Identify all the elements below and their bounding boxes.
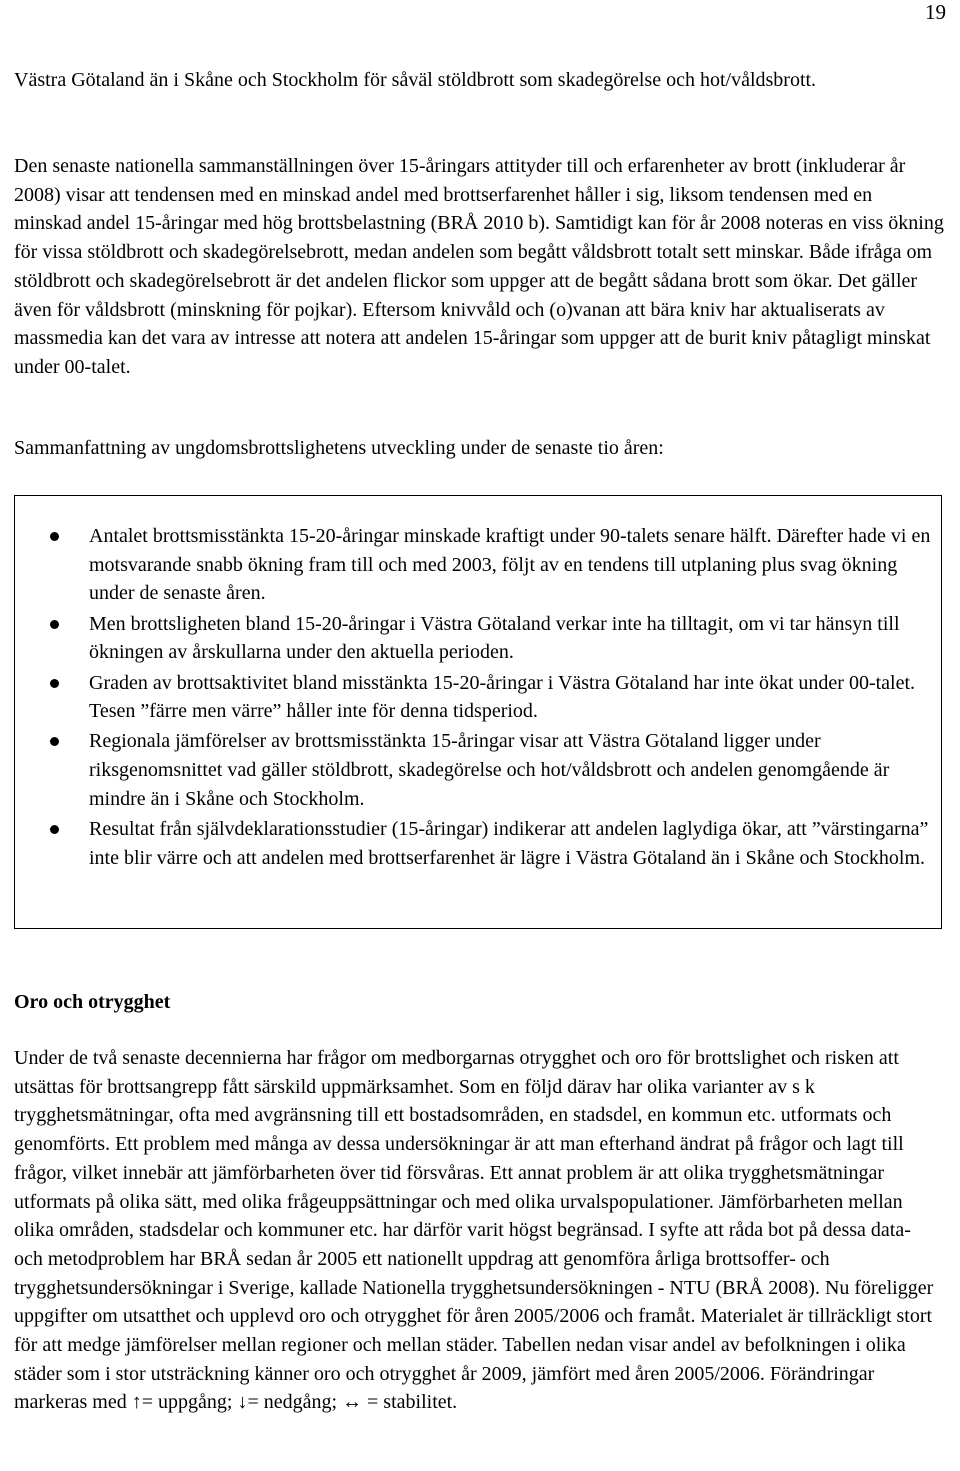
- summary-bullet: [15, 727, 941, 813]
- paragraph-intro: Västra Götaland än i Skåne och Stockholm för såväl stöldbrott som skadegörelse och hot/våldsbrott.: [14, 69, 817, 91]
- summary-bullet-text: Resultat från självdeklarationsstudier (15-åringar) indikerar att andelen laglydiga ökar, att ”värstingarna” inte blir värre och att andelen med brottserfarenhet är lägre i Västra Götaland än i Skåne och Stockholm.: [89, 818, 929, 869]
- section-heading: Oro och otrygghet: [14, 991, 171, 1013]
- summary-bullet-text: Men brottsligheten bland 15-20-åringar i Västra Götaland verkar inte ha tilltagit, om vi tar hänsyn till ökningen av årskullarna under den aktuella perioden.: [89, 612, 900, 664]
- bullet-icon: [50, 825, 59, 834]
- summary-bullet: [15, 669, 941, 726]
- summary-bullet: [15, 815, 941, 872]
- bullet-icon: [50, 532, 59, 541]
- summary-bullet-text: Graden av brottsaktivitet bland misstänkta 15-20-åringar i Västra Götaland har inte ökat under 00-talet. Tesen ”färre men värre” håller inte för denna tidsperiod.: [89, 671, 916, 723]
- paragraph-national-survey: Den senaste nationella sammanställningen över 15-åringars attityder till och erfarenheter av brott (inkluderar år 2008) visar att tendensen med en minskad andel med brottserfarenhet håller i sig, liksom tendensen med en minskad andel 15-åringar med hög brottsbelastning (BRÅ 2010 b). Samtidigt kan för år 2008 noteras en viss ökning för vissa stöldbrott och skadegörelsebrott, medan andelen som begått våldsbrott totalt sett minskar. Både ifråga om stöldbrott och skadegörelsebrott är det andelen flickor som uppger att de begått sådana brott som ökar. Det gäller även för våldsbrott (minskning för pojkar). Eftersom knivvåld och (o)vanan att bära kniv har aktualiserats av massmedia kan det vara av intresse att notera att andelen 15-åringar som uppger att de burit kniv påtagligt minskat under 00-talet.: [14, 155, 944, 378]
- summary-bullet-list: [15, 522, 941, 874]
- summary-heading: Sammanfattning av ungdomsbrottslighetens utveckling under de senaste tio åren:: [14, 437, 664, 459]
- summary-bullet-text: Antalet brottsmisstänkta 15-20-åringar minskade kraftigt under 90-talets senare hälft. Därefter hade vi en motsvarande snabb ökning fram till och med 2003, följt av en tendens till utplaning plus svag ökning under de senaste åren.: [89, 525, 931, 605]
- summary-bullet-text: Regionala jämförelser av brottsmisstänkta 15-åringar visar att Västra Götaland ligger under riksgenomsnittet vad gäller stöldbrott, skadegörelse och hot/våldsbrott och andelen genomgående är mindre än i Skåne och Stockholm.: [89, 730, 890, 810]
- bullet-icon: [50, 737, 59, 746]
- summary-box: [14, 495, 942, 929]
- summary-bullet: [15, 522, 941, 608]
- summary-bullet: [15, 610, 941, 667]
- paragraph-security: Under de två senaste decennierna har frågor om medborgarnas otrygghet och oro för brottslighet och risken att utsättas för brottsangrepp fått särskild uppmärksamhet. Som en följd därav har olika varianter av s k trygghetsmätningar, ofta med avgränsning till ett bostadsområden, en stadsdel, en kommun etc. utformats och genomförts. Ett problem med många av dessa undersökningar är att man efterhand ändrat på frågor och lagt till frågor, vilket innebär att jämförbarheten över tid försvåras. Ett annat problem är att olika trygghetsmätningar utformats på olika sätt, med olika frågeuppsättningar och med olika urvalspopulationer. Jämförbarheten mellan olika områden, stadsdelar och kommuner etc. har därför varit högst begränsad. I syfte att råda bot på dessa data- och metodproblem har BRÅ sedan år 2005 ett nationellt uppdrag att genomföra årliga brottsoffer- och trygghetsundersökningar i Sverige, kallade Nationella trygghetsundersökningen - NTU (BRÅ 2008). Nu föreligger uppgifter om utsatthet och upplevd oro och otrygghet för åren 2005/2006 och framåt. Materialet är tillräckligt stort för att medge jämförelser mellan regioner och mellan städer. Tabellen nedan visar andel av befolkningen i olika städer som i stor utsträckning känner oro och otrygghet år 2009, jämfört med åren 2005/2006. Förändringar markeras med ↑= uppgång; ↓= nedgång; ↔ = stabilitet.: [14, 1047, 934, 1414]
- page-number: 19: [925, 0, 946, 24]
- bullet-icon: [50, 679, 59, 688]
- bullet-icon: [50, 620, 59, 629]
